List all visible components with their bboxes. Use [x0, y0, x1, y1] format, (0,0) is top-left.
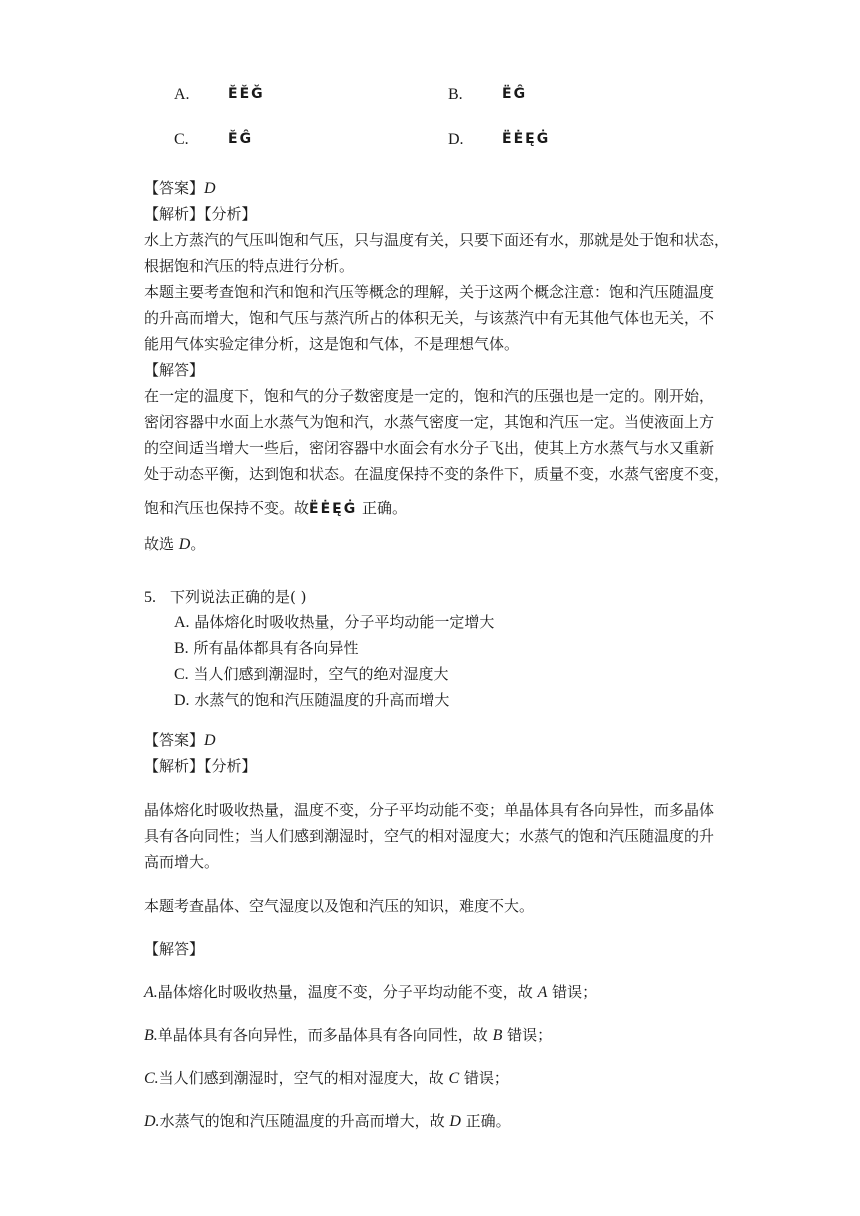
- q5-solution-header: 【解答】: [144, 940, 205, 958]
- q5-analysis-line: 晶体熔化时吸收热量，温度不变，分子平均动能不变；单晶体具有各向异性，而多晶体: [144, 801, 715, 819]
- choice-text: 晶体熔化时吸收热量，分子平均动能一定增大: [194, 613, 495, 631]
- option-c-symbols: ĔĜ: [228, 131, 254, 147]
- question-stem: 下列说法正确的是( ): [170, 588, 307, 606]
- q5-summary: 本题考查晶体、空气湿度以及饱和汽压的知识，难度不大。: [144, 897, 535, 915]
- option-b-symbols: ËĜ: [502, 86, 528, 102]
- item-ref: D: [449, 1113, 461, 1130]
- option-c-letter: C.: [174, 131, 189, 148]
- q5-choice-c: [174, 663, 448, 686]
- item-prefix: C.: [144, 1070, 159, 1087]
- q4-solution-line: 密闭容器中水面上水蒸气为饱和汽，水蒸气密度一定，其饱和汽压一定。当使液面上方: [144, 413, 715, 431]
- item-suffix: 错误；: [502, 1026, 553, 1044]
- q4-conclusion: [144, 533, 205, 556]
- q4-analysis-line: 本题主要考查饱和汽和饱和汽压等概念的理解，关于这两个概念注意：饱和汽压随温度: [144, 283, 715, 301]
- q4-answer: [144, 177, 216, 200]
- item-ref: C: [448, 1070, 460, 1087]
- q5-solution-item: [144, 1067, 509, 1090]
- q4-analysis-line: 水上方蒸汽的气压叫饱和气压，只与温度有关，只要下面还有水，那就是处于饱和状态，: [144, 231, 730, 249]
- question-number: 5.: [144, 589, 156, 606]
- item-ref: B: [492, 1027, 503, 1044]
- q5-choice-b: [174, 637, 358, 660]
- choice-letter: C.: [174, 666, 189, 683]
- q4-analysis-line: 能用气体实验定律分析，这是饱和气体，不是理想气体。: [144, 335, 520, 353]
- item-suffix: 正确。: [460, 1112, 511, 1130]
- choice-text: 当人们感到潮湿时，空气的绝对湿度大: [193, 665, 449, 683]
- q5-analysis-header: 【解析】【分析】: [144, 757, 257, 775]
- option-d-symbols: ËĖĘĠ: [502, 131, 551, 147]
- answer-value: D: [204, 180, 216, 197]
- q5-solution-item: [144, 1110, 511, 1133]
- item-suffix: 错误；: [459, 1069, 509, 1087]
- conclusion-prefix: 故选: [144, 535, 179, 553]
- q4-solution-line: 的空间适当增大一些后，密闭容器中水面会有水分子飞出，使其上方水蒸气与水又重新: [144, 439, 715, 457]
- q5-analysis-line: 具有各向同性；当人们感到潮湿时，空气的相对湿度大；水蒸气的饱和汽压随温度的升: [144, 827, 715, 845]
- q5-choice-d: [174, 689, 449, 712]
- option-d-letter: D.: [448, 131, 464, 148]
- option-b-letter: B.: [448, 86, 463, 103]
- q4-analysis-line: 的升高而增大，饱和气压与蒸汽所占的体积无关，与该蒸汽中有无其他气体也无关，不: [144, 309, 715, 327]
- item-text: 单晶体具有各向异性，而多晶体具有各向同性，故: [157, 1026, 493, 1044]
- q5-solution-item: [144, 981, 597, 1004]
- q4-solution-line: 在一定的温度下，饱和气的分子数密度是一定的，饱和汽的压强也是一定的。刚开始，: [144, 387, 715, 405]
- item-prefix: B.: [144, 1027, 158, 1044]
- q5-stem-line: [144, 586, 306, 609]
- q4-solution-line: 处于动态平衡，达到饱和状态。在温度保持不变的条件下，质量不变，水蒸气密度不变，: [144, 465, 730, 483]
- q5-analysis-line: 高而增大。: [144, 853, 220, 871]
- item-text: 晶体熔化时吸收热量，温度不变，分子平均动能不变，故: [157, 983, 538, 1001]
- choice-text: 所有晶体都具有各向异性: [193, 639, 359, 657]
- choice-letter: A.: [174, 614, 190, 631]
- conclusion-value: D: [178, 536, 191, 553]
- choice-letter: D.: [174, 692, 190, 709]
- answer-label: 【答案】: [144, 179, 205, 197]
- q4-solution-header: 【解答】: [144, 361, 205, 379]
- option-a-symbols: ĔĔĞ: [228, 86, 265, 102]
- item-text: 当人们感到潮湿时，空气的相对湿度大，故: [158, 1069, 449, 1087]
- option-a-letter: A.: [174, 86, 190, 103]
- q4-analysis-line: 根据饱和汽压的特点进行分析。: [144, 257, 355, 275]
- item-suffix: 错误；: [547, 983, 598, 1001]
- answer-label: 【答案】: [144, 731, 205, 749]
- last-line-prefix: 饱和汽压也保持不变。故: [144, 499, 310, 517]
- item-text: 水蒸气的饱和汽压随温度的升高而增大，故: [159, 1112, 450, 1130]
- q5-answer: [144, 729, 216, 752]
- q5-choice-a: [174, 611, 494, 634]
- last-line-symbols: ËĖĘĠ: [309, 501, 358, 517]
- conclusion-suffix: 。: [190, 535, 206, 553]
- q4-solution-last-line: [144, 497, 407, 520]
- item-ref: A: [537, 984, 548, 1001]
- q5-solution-item: [144, 1024, 552, 1047]
- item-prefix: A.: [144, 984, 158, 1001]
- last-line-suffix: 正确。: [357, 499, 407, 517]
- q4-analysis-header: 【解析】【分析】: [144, 205, 257, 223]
- choice-letter: B.: [174, 640, 189, 657]
- choice-text: 水蒸气的饱和汽压随温度的升高而增大: [194, 691, 450, 709]
- item-prefix: D.: [144, 1113, 160, 1130]
- answer-value: D: [204, 732, 216, 749]
